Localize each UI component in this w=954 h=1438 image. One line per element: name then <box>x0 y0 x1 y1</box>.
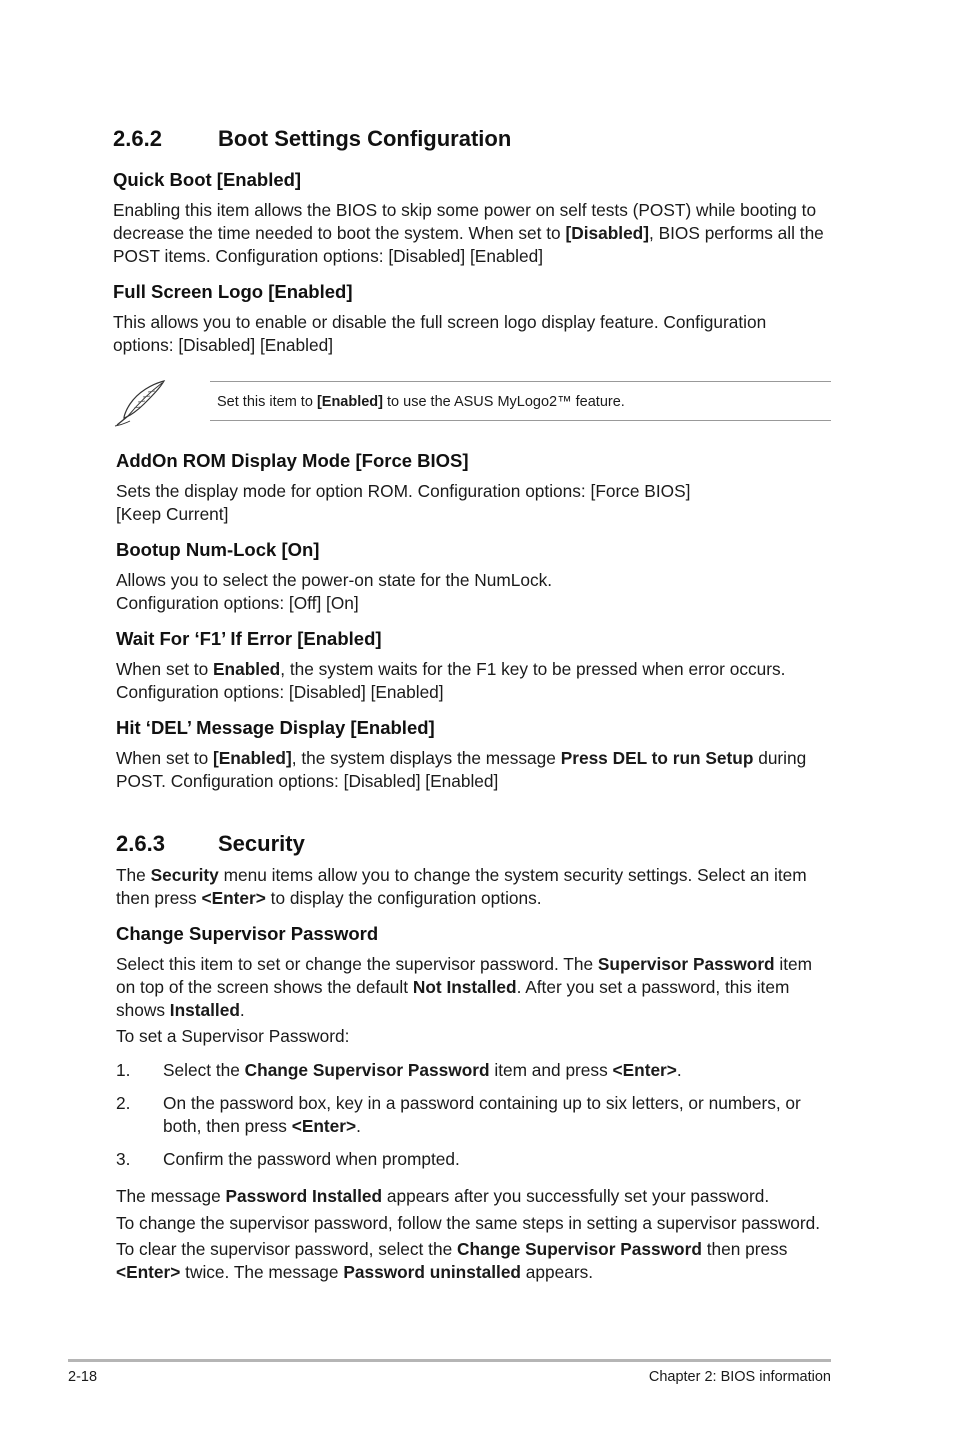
paragraph-change-supervisor-password <box>116 953 836 1022</box>
section-title-2-6-2 <box>113 126 511 152</box>
text-run: Select the <box>163 1060 245 1080</box>
set-password-intro: To set a Supervisor Password: <box>116 1026 350 1046</box>
heading-hit-del: Hit ‘DEL’ Message Display [Enabled] <box>116 717 435 738</box>
page-number: 2-18 <box>68 1369 98 1385</box>
text-run: Select this item to set or change the supervisor password. The <box>116 954 598 974</box>
text-run: . <box>356 1116 361 1136</box>
footer-rule <box>68 1359 831 1362</box>
bold-run: Press DEL to run Setup <box>560 748 754 768</box>
paragraph-bootup-numlock <box>116 569 836 615</box>
paragraph-clear-password <box>116 1238 846 1284</box>
text-run: twice. The message <box>180 1262 344 1282</box>
note-feather-icon <box>112 378 168 428</box>
section-title-text: Boot Settings Configuration <box>218 126 512 151</box>
heading-addon-rom: AddOn ROM Display Mode [Force BIOS] <box>116 450 469 471</box>
text-line: options: [Disabled] [Enabled] <box>113 335 333 355</box>
text-run: appears. <box>520 1262 594 1282</box>
bold-run: <Enter> <box>201 888 266 908</box>
text-run: , the system displays the message <box>291 748 561 768</box>
text-line <box>116 976 836 999</box>
bold-run: Enabled <box>213 659 281 679</box>
text-run: on top of the screen shows the default <box>116 977 413 997</box>
bold-run: <Enter> <box>612 1060 677 1080</box>
list-number: 3. <box>116 1149 131 1169</box>
paragraph-wait-f1 <box>116 658 836 704</box>
bold-run: <Enter> <box>116 1262 181 1282</box>
bold-run: [Enabled] <box>316 394 383 410</box>
text-line: [Keep Current] <box>116 504 229 524</box>
text-line <box>116 1261 846 1284</box>
text-line: Configuration options: [Disabled] [Enabled] <box>116 682 444 702</box>
text-run: decrease the time needed to boot the system. When set to <box>113 223 566 243</box>
text-run: item <box>774 954 813 974</box>
text-run: then press <box>116 888 202 908</box>
text-run: to display the configuration options. <box>265 888 542 908</box>
text-run: . <box>676 1060 682 1080</box>
bold-run: Change Supervisor Password <box>456 1239 702 1259</box>
bold-run: [Enabled] <box>213 748 292 768</box>
text-run: then press <box>701 1239 788 1259</box>
section-title-2-6-3 <box>116 831 305 857</box>
text-line: Sets the display mode for option ROM. Configuration options: [Force BIOS] <box>116 481 691 501</box>
text-line <box>116 887 836 910</box>
text-run: appears after you successfully set your password. <box>382 1186 770 1206</box>
text-line <box>116 747 836 770</box>
text-run: When set to <box>116 659 214 679</box>
text-line: POST. Configuration options: [Disabled] [Enabled] <box>116 771 499 791</box>
list-text <box>163 1092 823 1138</box>
bold-run: Password uninstalled <box>343 1262 521 1282</box>
text-line <box>116 864 836 887</box>
text-run: Set this item to <box>217 394 317 410</box>
bold-run: Security <box>150 865 219 885</box>
paragraph-full-screen-logo <box>113 311 833 357</box>
section-number: 2.6.3 <box>116 831 165 856</box>
bold-run: Not Installed <box>412 977 517 997</box>
text-line: Enabling this item allows the BIOS to skip some power on self tests (POST) while booting to <box>113 200 817 220</box>
list-text <box>163 1059 823 1082</box>
text-run: shows <box>116 1000 170 1020</box>
paragraph-quick-boot <box>113 199 833 268</box>
text-run: to use the ASUS MyLogo2™ feature. <box>383 394 625 410</box>
chapter-title: Chapter 2: BIOS information <box>648 1369 831 1385</box>
text-run: The message <box>116 1186 226 1206</box>
text-run: , the system waits for the F1 key to be pressed when error occurs. <box>280 659 786 679</box>
text-run: both, then press <box>163 1116 292 1136</box>
text-line: Configuration options: [Off] [On] <box>116 593 359 613</box>
note-bottom-rule <box>210 420 831 421</box>
text-run: To clear the supervisor password, select the <box>116 1239 457 1259</box>
list-number: 2. <box>116 1093 131 1113</box>
paragraph-addon-rom <box>116 480 836 526</box>
text-line: This allows you to enable or disable the full screen logo display feature. Configuration <box>113 312 767 332</box>
note-top-rule <box>210 381 831 382</box>
text-line: Allows you to select the power-on state for the NumLock. <box>116 570 553 590</box>
text-run: . After you set a password, this item <box>516 977 790 997</box>
text-run: . <box>239 1000 245 1020</box>
section-title-text: Security <box>218 831 305 856</box>
text-run: The <box>116 865 151 885</box>
paragraph-change-password: To change the supervisor password, follow the same steps in setting a supervisor password. <box>116 1213 821 1233</box>
paragraph-password-installed <box>116 1185 846 1208</box>
text-run: , BIOS performs all the <box>649 223 824 243</box>
heading-wait-f1: Wait For ‘F1’ If Error [Enabled] <box>116 628 382 649</box>
text-run: during <box>753 748 807 768</box>
text-line <box>116 658 836 681</box>
list-number: 1. <box>116 1060 131 1080</box>
text-run: menu items allow you to change the system security settings. Select an item <box>218 865 807 885</box>
text-run: When set to <box>116 748 214 768</box>
text-line: On the password box, key in a password containing up to six letters, or numbers, or <box>163 1093 801 1113</box>
text-run: item and press <box>489 1060 613 1080</box>
bold-run: [Disabled] <box>565 223 649 243</box>
bold-run: Supervisor Password <box>597 954 775 974</box>
text-line <box>113 222 833 245</box>
bold-run: <Enter> <box>291 1116 357 1136</box>
note-text <box>217 393 625 411</box>
text-line <box>116 1238 846 1261</box>
text-line <box>116 999 836 1022</box>
bold-run: Change Supervisor Password <box>244 1060 490 1080</box>
bold-run: Installed <box>169 1000 240 1020</box>
bold-run: Password Installed <box>225 1186 383 1206</box>
text-line <box>163 1115 823 1138</box>
heading-change-supervisor-password: Change Supervisor Password <box>116 923 379 944</box>
section-number: 2.6.2 <box>113 126 162 151</box>
text-line: POST items. Configuration options: [Disabled] [Enabled] <box>113 246 544 266</box>
paragraph-hit-del <box>116 747 836 793</box>
text-line <box>116 953 836 976</box>
paragraph-security <box>116 864 836 910</box>
heading-quick-boot: Quick Boot [Enabled] <box>113 169 302 190</box>
heading-full-screen-logo: Full Screen Logo [Enabled] <box>113 281 353 302</box>
list-text: Confirm the password when prompted. <box>163 1149 460 1169</box>
heading-bootup-numlock: Bootup Num-Lock [On] <box>116 539 320 560</box>
